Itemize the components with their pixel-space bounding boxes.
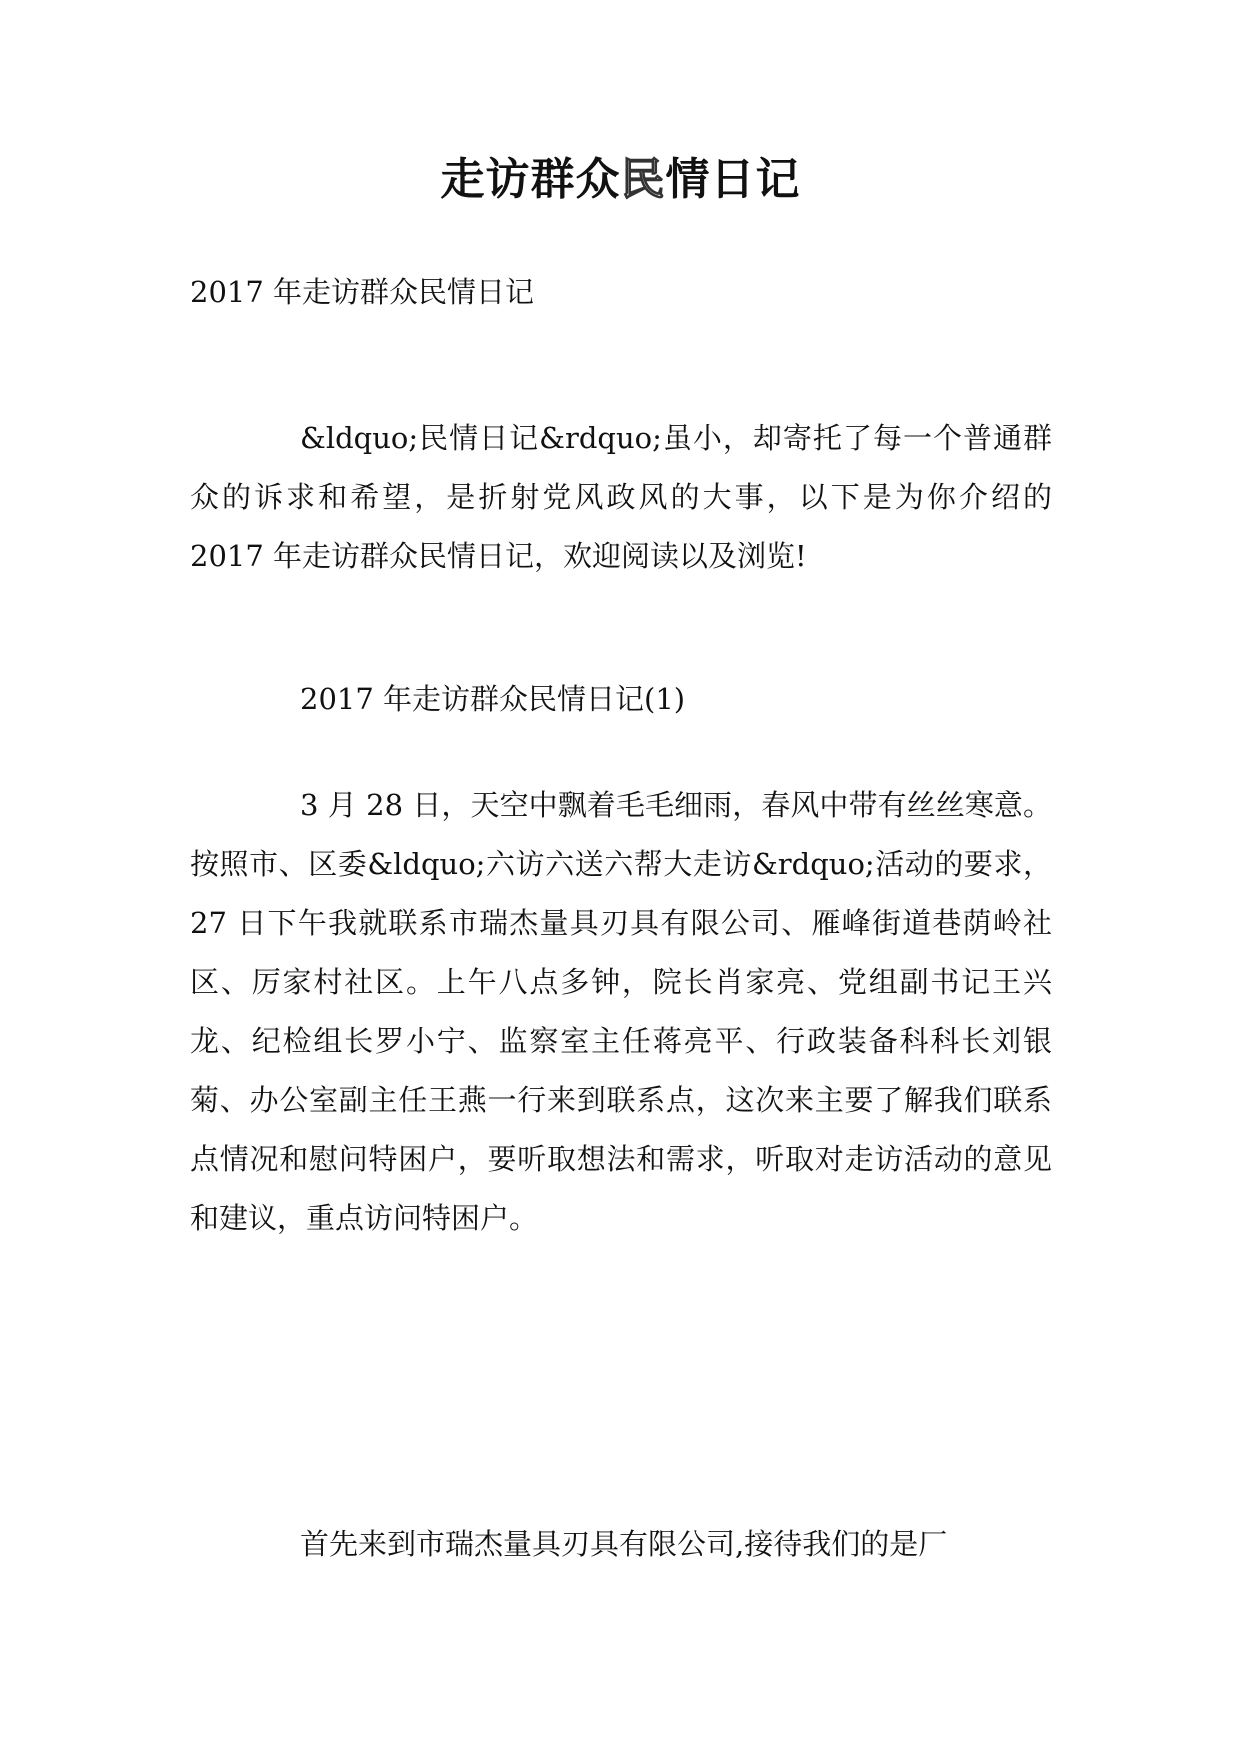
document-title xyxy=(0,152,1241,208)
title-part-2: 情日记 xyxy=(665,154,801,205)
title-part-1: 走访群众 xyxy=(440,154,621,205)
title-outlined-character: 民 xyxy=(620,154,666,205)
diary-paragraph-1: 3 月 28 日，天空中飘着毛毛细雨，春风中带有丝丝寒意。按照市、区委&ldquo;六访六送六帮大走访&rdquo;活动的要求，27 日下午我就联系市瑞杰量具刃具有限公司、雁峰街道巷荫岭社区、厉家村社区。上午八点多钟，院长肖家亮、党组副书记王兴龙、纪检组长罗小宁、监察室主任蒋亮平、行政装备科科长刘银菊、办公室副主任王燕一行来到联系点，这次来主要了解我们联系点情况和慰问特困户，要听取想法和需求，听取对走访活动的意见和建议，重点访问特困户。 xyxy=(190,788,1052,1235)
document-subtitle: 2017 年走访群众民情日记 xyxy=(190,275,535,309)
intro-paragraph: &ldquo;民情日记&rdquo;虽小，却寄托了每一个普通群众的诉求和希望，是折射党风政风的大事，以下是为你介绍的 2017 年走访群众民情日记，欢迎阅读以及浏览! xyxy=(190,421,1052,573)
diary-paragraph-2: 首先来到市瑞杰量具刃具有限公司,接待我们的是厂 xyxy=(300,1527,948,1561)
section-heading: 2017 年走访群众民情日记(1) xyxy=(300,682,686,716)
